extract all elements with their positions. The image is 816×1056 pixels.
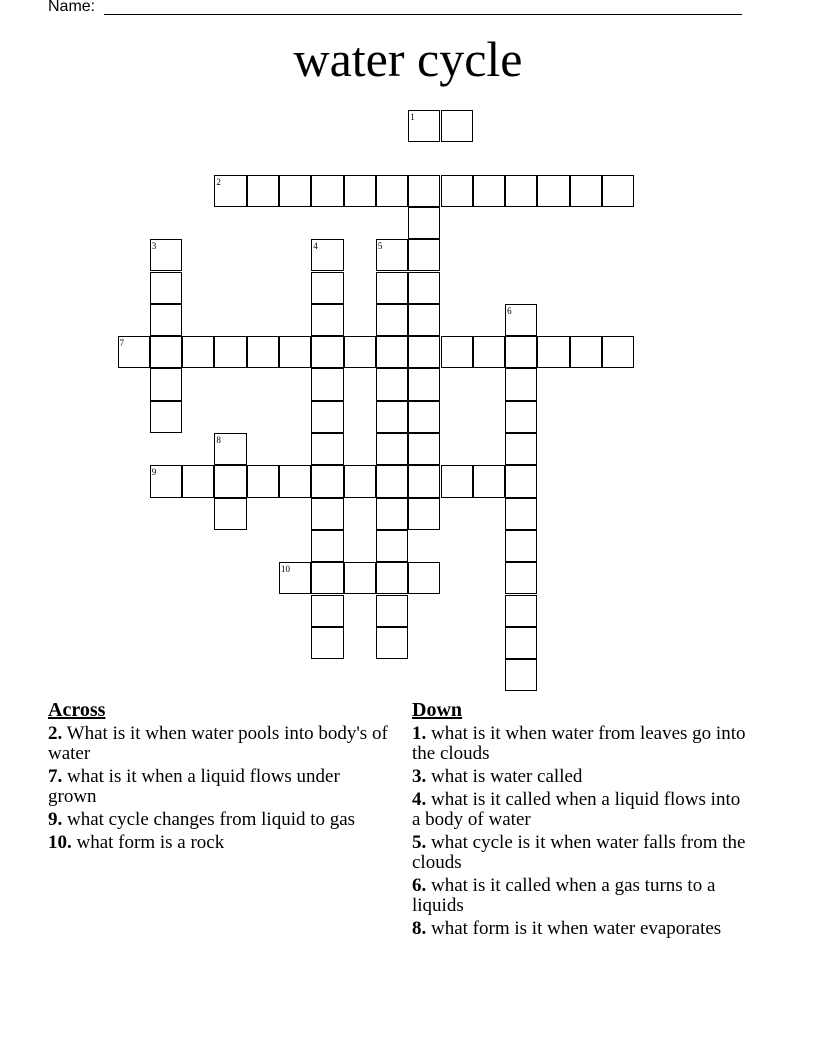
crossword-cell[interactable] bbox=[150, 465, 182, 497]
across-clue-7 bbox=[48, 767, 388, 807]
clue-number-label: 7 bbox=[119, 338, 124, 349]
crossword-cell[interactable] bbox=[376, 401, 408, 433]
crossword-cell[interactable] bbox=[344, 465, 376, 497]
crossword-cell[interactable] bbox=[408, 401, 440, 433]
across-clues bbox=[48, 700, 388, 856]
down-clue-6 bbox=[412, 876, 752, 916]
crossword-cell[interactable] bbox=[408, 272, 440, 304]
crossword-cell[interactable] bbox=[376, 304, 408, 336]
clue-number-label: 9 bbox=[151, 467, 157, 478]
clue-text: what is it when water from leaves go into the clouds bbox=[412, 723, 746, 764]
clue-number-label: 10 bbox=[281, 564, 290, 575]
crossword-cell[interactable] bbox=[376, 175, 408, 207]
crossword-cell[interactable] bbox=[602, 336, 634, 368]
crossword-cell[interactable] bbox=[214, 433, 246, 465]
crossword-cell[interactable] bbox=[505, 562, 537, 594]
crossword-cell[interactable] bbox=[311, 595, 343, 627]
across-clue-2 bbox=[48, 724, 388, 764]
crossword-cell[interactable] bbox=[408, 175, 440, 207]
crossword-cell[interactable] bbox=[602, 175, 634, 207]
down-clue-3 bbox=[412, 767, 752, 787]
across-clue-10 bbox=[48, 833, 388, 853]
crossword-cell[interactable] bbox=[505, 401, 537, 433]
crossword-cell[interactable] bbox=[408, 304, 440, 336]
crossword-cell[interactable] bbox=[150, 272, 182, 304]
crossword-cell[interactable] bbox=[473, 175, 505, 207]
crossword-cell[interactable] bbox=[279, 562, 311, 594]
crossword-cell[interactable] bbox=[441, 336, 473, 368]
crossword-cell[interactable] bbox=[505, 304, 537, 336]
crossword-cell[interactable] bbox=[247, 175, 279, 207]
crossword-cell[interactable] bbox=[247, 336, 279, 368]
down-clue-1 bbox=[412, 724, 752, 764]
crossword-cell[interactable] bbox=[311, 175, 343, 207]
crossword-cell[interactable] bbox=[408, 562, 440, 594]
crossword-cell[interactable] bbox=[505, 627, 537, 659]
crossword-cell[interactable] bbox=[311, 627, 343, 659]
crossword-cell[interactable] bbox=[376, 239, 408, 271]
crossword-cell[interactable] bbox=[247, 465, 279, 497]
crossword-cell[interactable] bbox=[441, 175, 473, 207]
clue-text: what form is a rock bbox=[76, 832, 225, 853]
crossword-cell[interactable] bbox=[150, 239, 182, 271]
across-heading: Across bbox=[48, 699, 106, 721]
crossword-cell[interactable] bbox=[311, 433, 343, 465]
crossword-cell[interactable] bbox=[150, 401, 182, 433]
clue-number-label: 5 bbox=[377, 241, 383, 252]
crossword-cell[interactable] bbox=[505, 433, 537, 465]
clue-number: 6. bbox=[412, 875, 427, 896]
clue-number-label: 6 bbox=[507, 305, 512, 316]
clue-text: what is water called bbox=[431, 766, 583, 787]
crossword-cell[interactable] bbox=[537, 336, 569, 368]
crossword-cell[interactable] bbox=[408, 433, 440, 465]
clue-number: 3. bbox=[412, 766, 427, 787]
crossword-cell[interactable] bbox=[408, 368, 440, 400]
crossword-cell[interactable] bbox=[376, 336, 408, 368]
crossword-cell[interactable] bbox=[214, 465, 246, 497]
crossword-cell[interactable] bbox=[311, 530, 343, 562]
crossword-cell[interactable] bbox=[376, 433, 408, 465]
down-heading: Down bbox=[412, 699, 463, 721]
crossword-cell[interactable] bbox=[376, 562, 408, 594]
crossword-cell[interactable] bbox=[376, 498, 408, 530]
clue-number-label: 8 bbox=[216, 435, 221, 445]
clue-number: 4. bbox=[412, 789, 427, 810]
crossword-cell[interactable] bbox=[150, 336, 182, 368]
clue-number: 5. bbox=[412, 832, 427, 853]
crossword-cell[interactable] bbox=[570, 336, 602, 368]
crossword-cell[interactable] bbox=[408, 498, 440, 530]
crossword-cell[interactable] bbox=[311, 239, 343, 271]
crossword-cell[interactable] bbox=[376, 272, 408, 304]
clue-text: what cycle is it when water falls from the clouds bbox=[412, 832, 746, 873]
crossword-cell[interactable] bbox=[408, 207, 440, 239]
crossword-cell[interactable] bbox=[214, 498, 246, 530]
crossword-cell[interactable] bbox=[537, 175, 569, 207]
crossword-cell[interactable] bbox=[279, 465, 311, 497]
name-label: Name: bbox=[48, 0, 96, 15]
crossword-cell[interactable] bbox=[408, 110, 440, 142]
crossword-cell[interactable] bbox=[344, 175, 376, 207]
clue-number-label: 3 bbox=[151, 241, 157, 252]
crossword-cell[interactable] bbox=[214, 175, 246, 207]
crossword-cell[interactable] bbox=[214, 336, 246, 368]
crossword-cell[interactable] bbox=[408, 239, 440, 271]
clue-number: 2. bbox=[48, 723, 63, 744]
crossword-cell[interactable] bbox=[473, 336, 505, 368]
crossword-cell[interactable] bbox=[505, 465, 537, 497]
crossword-cell[interactable] bbox=[376, 627, 408, 659]
clue-number-label: 2 bbox=[216, 176, 221, 187]
page-title: water cycle bbox=[293, 31, 523, 87]
crossword-cell[interactable] bbox=[408, 465, 440, 497]
crossword-cell[interactable] bbox=[118, 336, 150, 368]
crossword-cell[interactable] bbox=[150, 304, 182, 336]
crossword-cell[interactable] bbox=[376, 368, 408, 400]
clue-number: 9. bbox=[48, 809, 63, 830]
crossword-cell[interactable] bbox=[182, 336, 214, 368]
clue-number: 7. bbox=[48, 766, 63, 787]
crossword-cell[interactable] bbox=[505, 595, 537, 627]
crossword-cell[interactable] bbox=[311, 304, 343, 336]
crossword-cell[interactable] bbox=[441, 110, 473, 142]
crossword-cell[interactable] bbox=[376, 595, 408, 627]
crossword-cell[interactable] bbox=[344, 562, 376, 594]
clue-text: What is it when water pools into body's of water bbox=[48, 723, 388, 764]
down-clue-8 bbox=[412, 919, 752, 939]
clue-number: 1. bbox=[412, 723, 427, 744]
crossword-cell[interactable] bbox=[311, 368, 343, 400]
across-clue-9 bbox=[48, 810, 388, 830]
clue-text: what is it when a liquid flows under grown bbox=[48, 766, 340, 807]
crossword-cell[interactable] bbox=[505, 368, 537, 400]
crossword-cell[interactable] bbox=[311, 562, 343, 594]
crossword-cell[interactable] bbox=[311, 272, 343, 304]
crossword-cell[interactable] bbox=[473, 465, 505, 497]
crossword-cell[interactable] bbox=[376, 465, 408, 497]
crossword-cell[interactable] bbox=[311, 498, 343, 530]
crossword-cell[interactable] bbox=[182, 465, 214, 497]
clue-text: what is it called when a liquid flows into a body of water bbox=[412, 789, 741, 830]
crossword-cell[interactable] bbox=[570, 175, 602, 207]
clue-number-label: 1 bbox=[410, 112, 415, 122]
crossword-cell[interactable] bbox=[505, 530, 537, 562]
clue-number: 8. bbox=[412, 918, 427, 939]
down-clue-4 bbox=[412, 790, 752, 830]
down-clues bbox=[412, 700, 752, 942]
clue-text: what form is it when water evaporates bbox=[431, 918, 722, 939]
crossword-cell[interactable] bbox=[505, 659, 537, 691]
down-clue-5 bbox=[412, 833, 752, 873]
crossword-cell[interactable] bbox=[311, 401, 343, 433]
crossword-cell[interactable] bbox=[376, 530, 408, 562]
crossword-cell[interactable] bbox=[441, 465, 473, 497]
crossword-cell[interactable] bbox=[505, 336, 537, 368]
crossword-cell[interactable] bbox=[505, 175, 537, 207]
crossword-cell[interactable] bbox=[311, 465, 343, 497]
clue-number: 10. bbox=[48, 832, 72, 853]
crossword-cell[interactable] bbox=[505, 498, 537, 530]
clue-text: what is it called when a gas turns to a liquids bbox=[412, 875, 716, 916]
crossword-cell[interactable] bbox=[279, 336, 311, 368]
crossword-cell[interactable] bbox=[311, 336, 343, 368]
crossword-cell[interactable] bbox=[279, 175, 311, 207]
crossword-cell[interactable] bbox=[344, 336, 376, 368]
clue-number-label: 4 bbox=[313, 241, 318, 252]
crossword-cell[interactable] bbox=[150, 368, 182, 400]
clue-text: what cycle changes from liquid to gas bbox=[67, 809, 356, 830]
crossword-cell[interactable] bbox=[408, 336, 440, 368]
